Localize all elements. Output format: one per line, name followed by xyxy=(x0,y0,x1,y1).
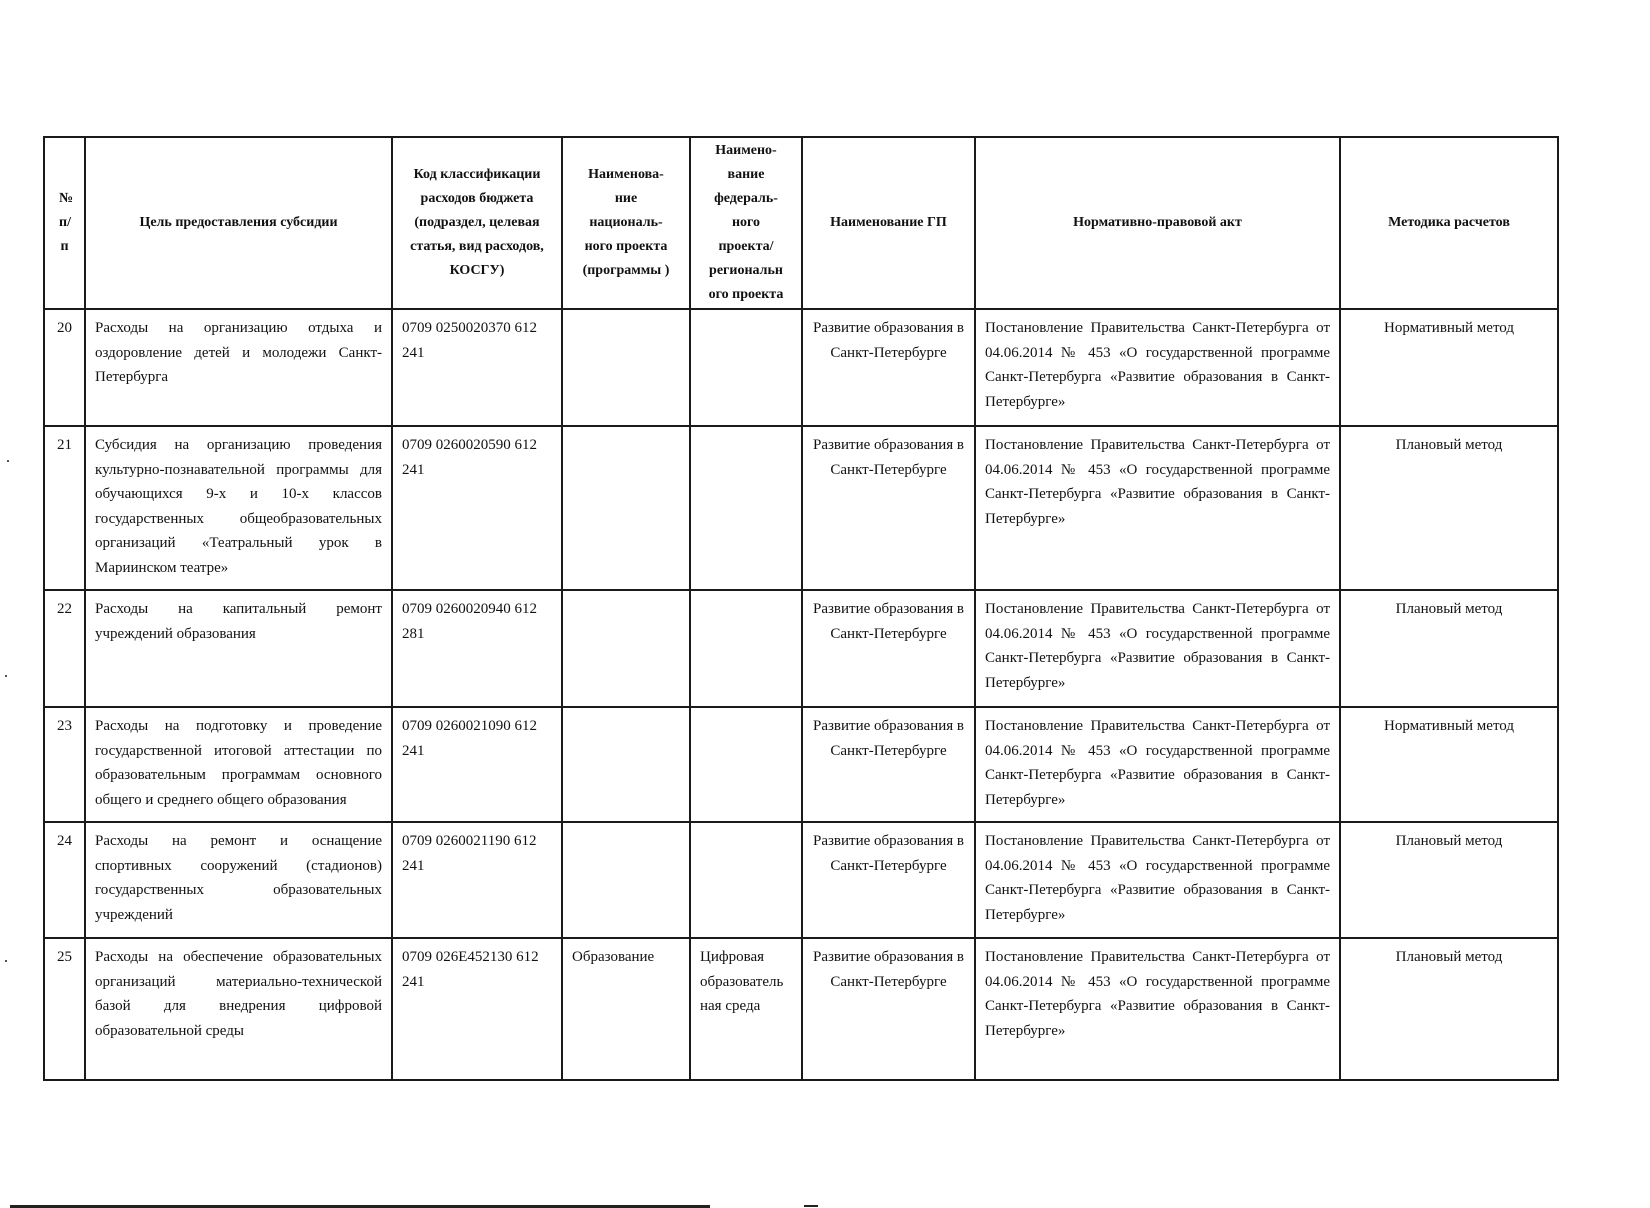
subsidy-table xyxy=(43,136,1559,1081)
table-row xyxy=(44,938,1558,1080)
table-row xyxy=(44,822,1558,938)
cell-goal: Расходы на организацию отдыха и оздоровление детей и молодежи Санкт-Петербурга xyxy=(85,309,392,426)
cell-act: Постановление Правительства Санкт-Петербурга от 04.06.2014 № 453 «О государственной программе Санкт-Петербурга «Развитие образования в Санкт-Петербурге» xyxy=(975,822,1340,938)
table-row xyxy=(44,707,1558,822)
cell-federal-project: Цифровая образователь ная среда xyxy=(690,938,802,1080)
header-code: Код классификации расходов бюджета (подраздел, целевая статья, вид расходов, КОСГУ) xyxy=(392,137,562,309)
cell-goal: Расходы на обеспечение образовательных организаций материально-технической базой для внедрения цифровой образовательной среды xyxy=(85,938,392,1080)
header-method: Методика расчетов xyxy=(1340,137,1558,309)
header-num: № п/ п xyxy=(44,137,85,309)
cell-act: Постановление Правительства Санкт-Петербурга от 04.06.2014 № 453 «О государственной программе Санкт-Петербурга «Развитие образования в Санкт-Петербурге» xyxy=(975,938,1340,1080)
cell-goal: Расходы на капитальный ремонт учреждений образования xyxy=(85,590,392,707)
cell-national-project xyxy=(562,309,690,426)
cell-method: Нормативный метод xyxy=(1340,309,1558,426)
cell-national-project: Образование xyxy=(562,938,690,1080)
cell-code: 0709 026E452130 612 241 xyxy=(392,938,562,1080)
cell-goal: Расходы на подготовку и проведение государственной итоговой аттестации по образовательным программам основного общего и среднего общего образования xyxy=(85,707,392,822)
cell-gp: Развитие образования в Санкт-Петербурге xyxy=(802,822,975,938)
cell-code: 0709 0260020940 612 281 xyxy=(392,590,562,707)
cell-num: 25 xyxy=(44,938,85,1080)
cell-code: 0709 0250020370 612 241 xyxy=(392,309,562,426)
cell-act: Постановление Правительства Санкт-Петербурга от 04.06.2014 № 453 «О государственной программе Санкт-Петербурга «Развитие образования в Санкт-Петербурге» xyxy=(975,590,1340,707)
cell-gp: Развитие образования в Санкт-Петербурге xyxy=(802,426,975,590)
header-goal: Цель предоставления субсидии xyxy=(85,137,392,309)
cell-federal-project xyxy=(690,822,802,938)
header-federal-project: Наимено-вание федераль-ного проекта/ региональн ого проекта xyxy=(690,137,802,309)
header-gp: Наименование ГП xyxy=(802,137,975,309)
table-row xyxy=(44,426,1558,590)
cell-gp: Развитие образования в Санкт-Петербурге xyxy=(802,309,975,426)
cell-act: Постановление Правительства Санкт-Петербурга от 04.06.2014 № 453 «О государственной программе Санкт-Петербурга «Развитие образования в Санкт-Петербурге» xyxy=(975,707,1340,822)
cell-gp: Развитие образования в Санкт-Петербурге xyxy=(802,938,975,1080)
cell-national-project xyxy=(562,822,690,938)
cell-federal-project xyxy=(690,309,802,426)
cell-code: 0709 0260021190 612 241 xyxy=(392,822,562,938)
cell-method: Плановый метод xyxy=(1340,426,1558,590)
cell-act: Постановление Правительства Санкт-Петербурга от 04.06.2014 № 453 «О государственной программе Санкт-Петербурга «Развитие образования в Санкт-Петербурге» xyxy=(975,426,1340,590)
cell-national-project xyxy=(562,707,690,822)
cell-gp: Развитие образования в Санкт-Петербурге xyxy=(802,590,975,707)
scan-line-short xyxy=(804,1205,818,1207)
cell-code: 0709 0260021090 612 241 xyxy=(392,707,562,822)
cell-num: 24 xyxy=(44,822,85,938)
cell-national-project xyxy=(562,590,690,707)
cell-num: 23 xyxy=(44,707,85,822)
scan-speck xyxy=(7,460,9,462)
cell-num: 21 xyxy=(44,426,85,590)
table-header-row xyxy=(44,137,1558,309)
cell-num: 22 xyxy=(44,590,85,707)
scan-speck xyxy=(5,675,7,677)
table-row xyxy=(44,309,1558,426)
cell-goal: Расходы на ремонт и оснащение спортивных сооружений (стадионов) государственных образовательных учреждений xyxy=(85,822,392,938)
cell-gp: Развитие образования в Санкт-Петербурге xyxy=(802,707,975,822)
header-national-project: Наименова-ние националь-ного проекта (программы ) xyxy=(562,137,690,309)
scan-speck xyxy=(5,960,7,962)
cell-federal-project xyxy=(690,590,802,707)
cell-num: 20 xyxy=(44,309,85,426)
cell-goal: Субсидия на организацию проведения культурно-познавательной программы для обучающихся 9-х и 10-х классов государственных общеобразовательных организаций «Театральный урок в Мариинском театре» xyxy=(85,426,392,590)
table-row xyxy=(44,590,1558,707)
cell-method: Плановый метод xyxy=(1340,822,1558,938)
cell-method: Плановый метод xyxy=(1340,938,1558,1080)
cell-national-project xyxy=(562,426,690,590)
cell-method: Плановый метод xyxy=(1340,590,1558,707)
header-act: Нормативно-правовой акт xyxy=(975,137,1340,309)
cell-method: Нормативный метод xyxy=(1340,707,1558,822)
cell-federal-project xyxy=(690,707,802,822)
cell-act: Постановление Правительства Санкт-Петербурга от 04.06.2014 № 453 «О государственной программе Санкт-Петербурга «Развитие образования в Санкт-Петербурге» xyxy=(975,309,1340,426)
cell-federal-project xyxy=(690,426,802,590)
cell-code: 0709 0260020590 612 241 xyxy=(392,426,562,590)
